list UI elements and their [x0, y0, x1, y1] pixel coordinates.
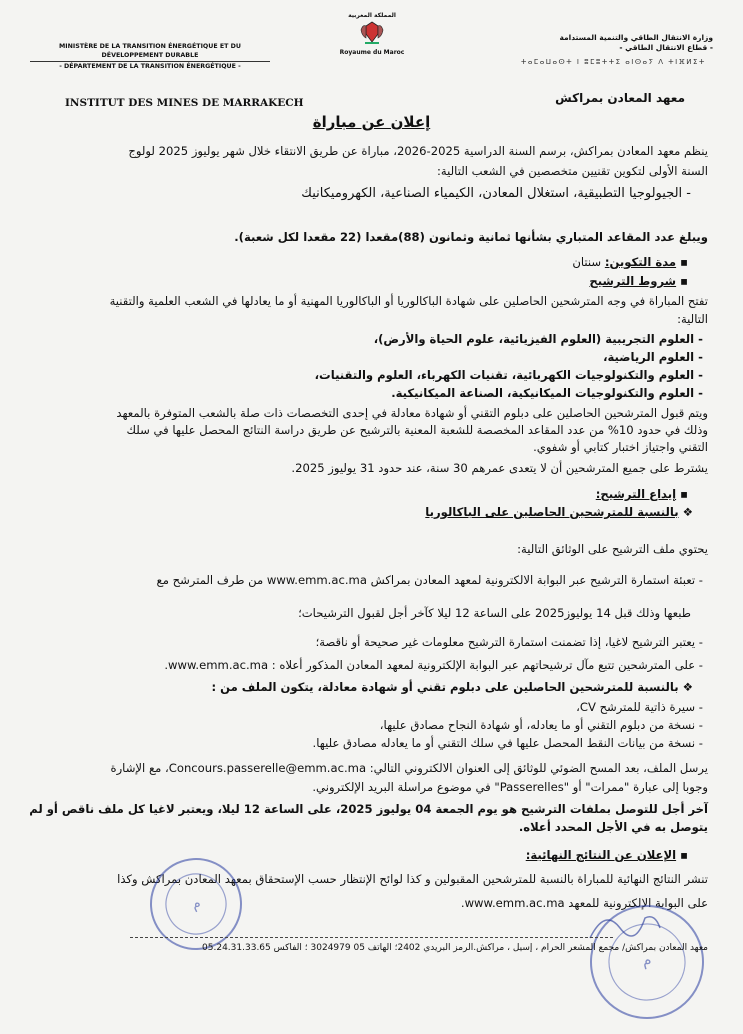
conditions-para-1: تفتح المباراة في وجه المترشحين الحاصلين على شهادة الباكالوريا أو الباكالوريا المهنية أو ما يعادلها في الشعب العلمية والتقنية — [109, 294, 708, 308]
institute-name-fr: INSTITUT DES MINES DE MARRAKECH — [65, 97, 304, 109]
submission-item-1-line-2: طبعها وذلك قبل 14 يوليوز2025 على الساعة 12 ليلا كآخر أجل لقبول الترشيحات؛ — [298, 606, 691, 620]
kingdom-emblem-block — [322, 12, 422, 57]
diploma-line-2: وذلك في حدود 10% من عدد المقاعد المخصصة للشعبة المعنية بالترشيح عن طريق دراسة النتائج المحصل عليها في سلك — [126, 423, 708, 437]
conditions-heading: ▪ شروط الترشيح — [589, 274, 688, 288]
tech-item: - نسخة من بيانات النقط المحصل عليها في سلك التقني أو ما يعادله مصادق عليها. — [312, 736, 703, 750]
footer-divider — [130, 937, 613, 938]
intro-line-2: السنة الأولى لتكوين تقنيين متخصصين في الشعب التالية: — [437, 164, 708, 178]
ministry-name-fr-2: DÉVELOPPEMENT DURABLE — [101, 51, 199, 59]
svg-text:ⵜⴰⵎⴰⵡⴰⵙⵜ ⵏ ⵓⵎⵓⵜⵜⵉ ⴰⵏⵙⴰⵢ ⴷ ⵜⵏⴼⵍ: ⵜⴰⵎⴰⵡⴰⵙⵜ ⵏ ⵓⵎⵓⵜⵜⵉ ⴰⵏⵙⴰⵢ ⴷ ⵜⵏⴼⵍⵉⵜ — [521, 58, 706, 66]
submission-item-2: - يعتبر الترشيح لاغيا، إذا تضمنت استمارة الترشيح معلومات غير صحيحة أو ناقصة؛ — [315, 635, 703, 649]
ministry-name-ar-1: وزارة الانتقال الطاقي والتنمية المستدامة — [559, 33, 713, 42]
stream-item: - العلوم الرياضية، — [603, 350, 703, 364]
tech-item: - سيرة ذاتية للمترشح CV، — [576, 700, 703, 714]
footer-address: معهد المعادن بمراكش/ مجمع المشعر الحرام ، إسيل ، مراكش.الرمز البريدي 2402؛ الهاتف 05 3024979 ؛ الفاكس 05.24.31.33.65 — [202, 943, 708, 953]
email-instruction-2: وجوبا إلى عبارة "ممرات" أو "Passerelles" في موضوع مراسلة البريد الإلكتروني. — [312, 780, 708, 794]
ministry-header-fr — [30, 43, 270, 72]
submission-heading: ▪ إيداع الترشيح: — [595, 487, 688, 501]
submission-item-3: - على المترشحين تتبع مآل ترشيحاتهم عبر البوابة الإلكترونية لمعهد المعادن المذكور أعلاه : www.emm.ac.ma. — [164, 658, 703, 672]
kingdom-name-fr: Royaume du Maroc — [339, 49, 405, 56]
ministry-name-fr-1: MINISTÈRE DE LA TRANSITION ÉNERGÉTIQUE ET DU — [58, 43, 242, 50]
deadline-line-2: يتوصل به في الأجل المحدد أعلاه. — [518, 820, 708, 834]
bac-heading: ❖ بالنسبة للمترشحين الحاصلين على الباكالوريا — [425, 505, 693, 519]
svg-text:م: م — [188, 894, 204, 914]
submission-item-1-line-1: - تعبئة استمارة الترشيح عبر البوابة الالكترونية لمعهد المعادن بمراكش www.emm.ac.ma من طرف المترشح مع — [156, 573, 703, 587]
stream-item: - العلوم والتكنولوجيات الكهربائية، تقنيات الكهرباء، العلوم والتقنيات، — [314, 368, 703, 382]
department-name-fr: - DÉPARTEMENT DE LA TRANSITION ÉNERGÉTIQUE - — [30, 61, 270, 72]
results-line-1: تنشر النتائج النهائية للمباراة بالنسبة للمترشحين المقبولين و كذا لوائح الإنتظار حسب الإستحقاق بمعهد المعادن بمراكش وكذا — [117, 872, 708, 886]
results-heading: ▪ الإعلان عن النتائج النهائية: — [525, 848, 688, 862]
duration-value: سنتان — [572, 255, 602, 269]
deadline-line-1: آخر أجل للتوصل بملفات الترشيح هو يوم الجمعة 04 يوليوز 2025، على الساعة 12 ليلا، ويعتبر لاغيا كل ملف ناقص أو لم — [29, 802, 708, 816]
duration-row: ▪ مدة التكوين: سنتان — [572, 255, 688, 269]
institute-name-ar: معهد المعادن بمراكش — [555, 91, 685, 105]
kingdom-name-ar: المملكة المغربية — [348, 12, 396, 19]
stream-item: - العلوم التجريبية (العلوم الفيزيائية، علوم الحياة والأرض)، — [373, 332, 703, 346]
file-contents-intro: يحتوي ملف الترشيح على الوثائق التالية: — [517, 542, 708, 556]
ministry-name-ar-2: - قطاع الانتقال الطاقي - — [619, 43, 713, 52]
seats-count: ويبلغ عدد المقاعد المتباري بشأنها ثمانية وثمانون (88)مقعدا (22 مقعدا لكل شعبة). — [234, 230, 708, 244]
diploma-line-1: ويتم قبول المترشحين الحاصلين على دبلوم التقني أو شهادة معادلة في إحدى التخصصات ذات صلة بالشعب المتوفرة بالمعهد — [116, 406, 708, 420]
coat-of-arms-icon — [358, 20, 386, 46]
ministry-header-ar — [513, 33, 713, 53]
tifinagh-script-graphic — [521, 56, 711, 66]
duration-label: مدة التكوين: — [604, 255, 677, 269]
branches-list: - الجيولوجيا التطبيقية، استغلال المعادن، الكيمياء الصناعية، الكهروميكانيك — [301, 186, 691, 201]
diploma-line-3: التقني واجتياز اختبار كتابي أو شفوي. — [533, 440, 708, 454]
svg-text:م: م — [639, 950, 654, 970]
email-instruction-1: يرسل الملف، بعد المسح الضوئي للوثائق إلى العنوان الالكتروني التالي: Concours.passerelle@emm.ac.ma، مع الإشارة — [110, 761, 708, 775]
results-line-2: على البوابة الإلكترونية للمعهد www.emm.ac.ma. — [460, 896, 708, 910]
tech-item: - نسخة من دبلوم التقني أو ما يعادله، أو شهادة النجاح مصادق عليها، — [379, 718, 703, 732]
tech-heading: ❖ بالنسبة للمترشحين الحاصلين على دبلوم تقني أو شهادة معادلة، يتكون الملف من : — [211, 680, 693, 694]
page-title: إعلان عن مباراة — [312, 113, 431, 131]
conditions-para-2: التالية: — [677, 312, 708, 326]
age-condition: يشترط على جميع المترشحين أن لا يتعدى عمرهم 30 سنة، عند حدود 31 يوليوز 2025. — [291, 461, 708, 475]
stream-item: - العلوم والتكنولوجيات الميكانيكية، الصناعة الميكانيكية. — [391, 386, 703, 400]
intro-line-1: ينظم معهد المعادن بمراكش، برسم السنة الدراسية 2025-2026، مباراة عن طريق الانتقاء خلال شهر يوليوز 2025 لولوج — [128, 144, 708, 158]
